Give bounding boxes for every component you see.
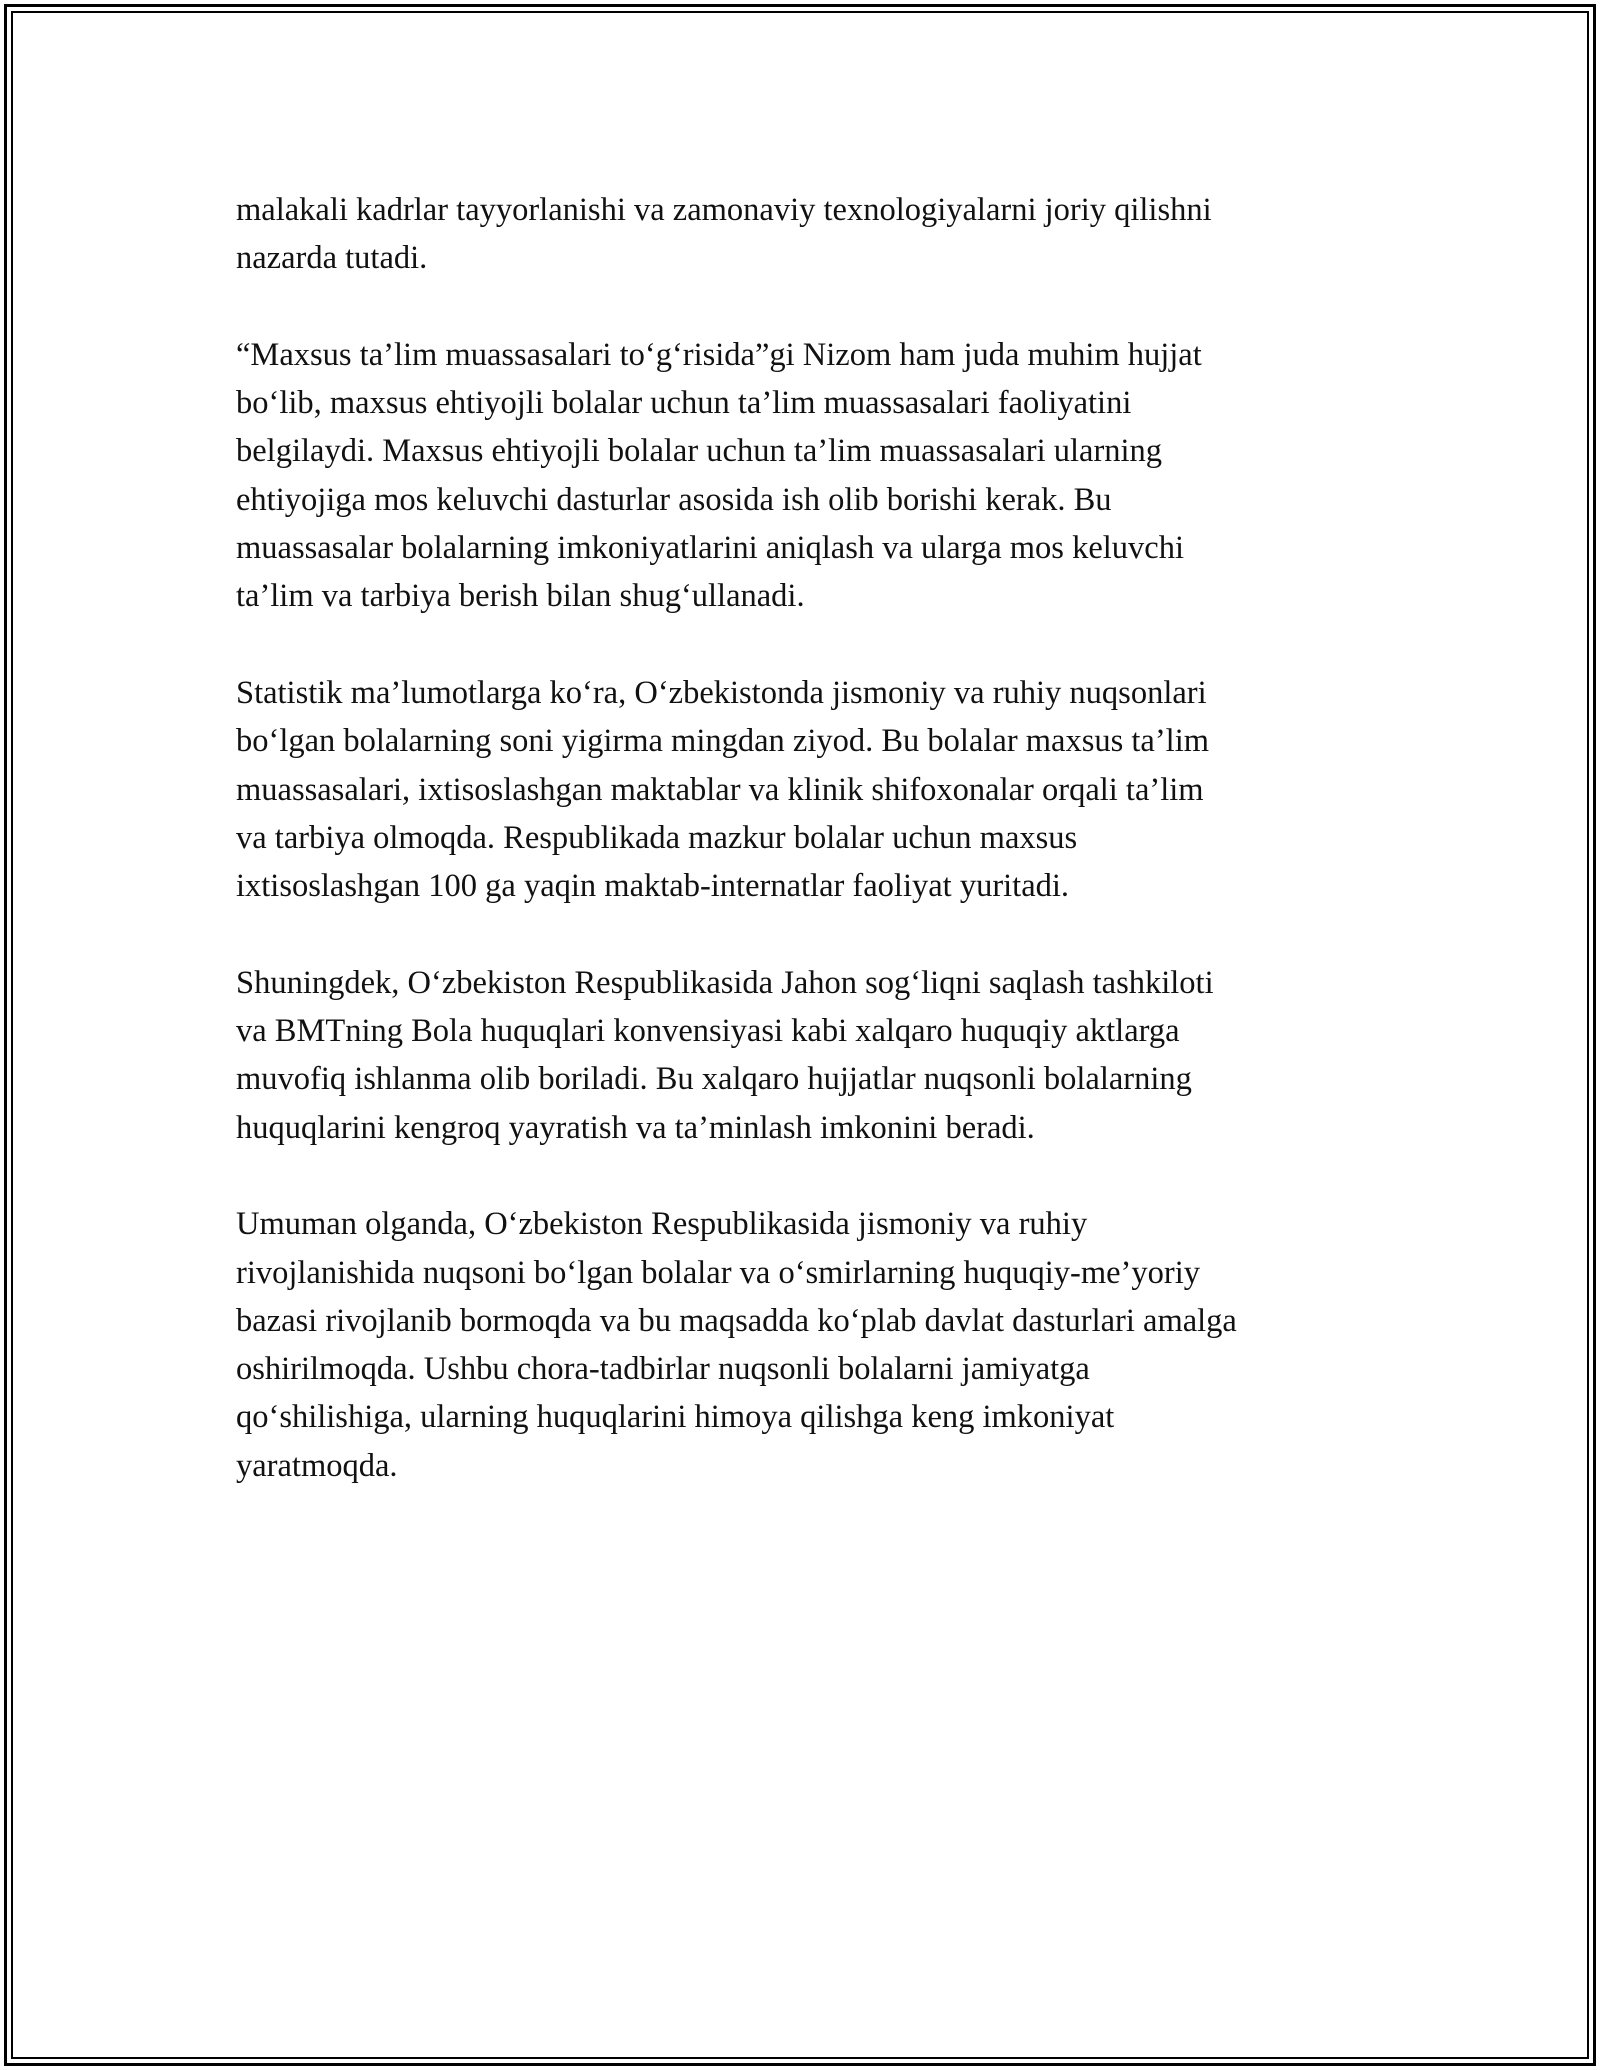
paragraph-2: “Maxsus ta’lim muassasalari to‘g‘risida”gi Nizom ham juda muhim hujjat bo‘lib, maxsus ehtiyojli bolalar uchun ta’lim muassasalari faoliyatini belgilaydi. Maxsus ehtiyojli bolalar uchun ta’lim muassasalari ularning ehtiyojiga mos keluvchi dasturlar asosida ish olib borishi kerak. Bu muassasalar bolalarning imkoniyatlarini aniqlash va ularga mos keluvchi ta’lim va tarbiya berish bilan shug‘ullanadi. bbox=[236, 336, 1202, 615]
paragraph-5: Umuman olganda, O‘zbekiston Respublikasida jismoniy va ruhiy rivojlanishida nuqsoni bo‘lgan bolalar va o‘smirlarning huquqiy-me’yoriy bazasi rivojlanib bormoqda va bu maqsadda ko‘plab davlat dasturlari amalga oshirilmoqda. Ushbu chora-tadbirlar nuqsonli bolalarni jamiyatga qo‘shilishiga, ularning huquqlarini himoya qilishga keng imkoniyat yaratmoqda. bbox=[236, 1206, 1237, 1484]
paragraph-1: malakali kadrlar tayyorlanishi va zamonaviy texnologiyalarni joriy qilishni nazarda tutadi. bbox=[236, 192, 1212, 277]
paragraph-3: Statistik ma’lumotlarga ko‘ra, O‘zbekistonda jismoniy va ruhiy nuqsonlari bo‘lgan bolalarning soni yigirma mingdan ziyod. Bu bolalar maxsus ta’lim muassasalari, ixtisoslashgan maktablar va klinik shifoxonalar orqali ta’lim va tarbiya olmoqda. Respublikada mazkur bolalar uchun maxsus ixtisoslashgan 100 ga yaqin maktab-internatlar faoliyat yuritadi. bbox=[236, 674, 1210, 905]
document-body bbox=[236, 186, 1376, 1490]
paragraph-4: Shuningdek, O‘zbekiston Respublikasida Jahon sog‘liqni saqlash tashkiloti va BMTning Bola huquqlari konvensiyasi kabi xalqaro huquqiy aktlarga muvofiq ishlanma olib boriladi. Bu xalqaro hujjatlar nuqsonli bolalarning huquqlarini kengroq yayratish va ta’minlash imkonini beradi. bbox=[236, 964, 1214, 1146]
